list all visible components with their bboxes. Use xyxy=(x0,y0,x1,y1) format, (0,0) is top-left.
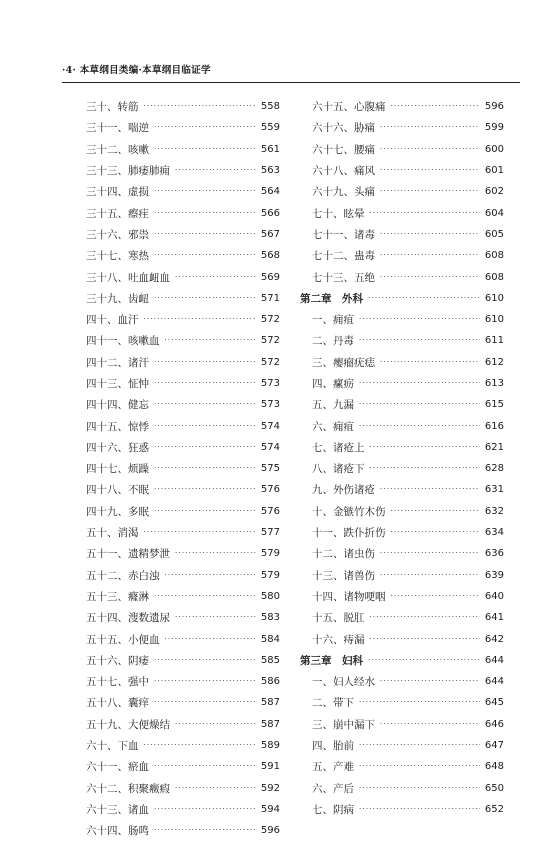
toc-entry xyxy=(86,607,280,628)
toc-entry-title: 七十、眩晕 xyxy=(312,207,365,220)
toc-page-number: 571 xyxy=(260,292,280,304)
toc-entry-title: 六十六、胁痛 xyxy=(312,122,375,135)
dot-leader xyxy=(154,657,256,664)
toc-entry xyxy=(86,565,280,586)
toc-entry-title: 五十一、遗精梦泄 xyxy=(86,548,170,561)
dot-leader xyxy=(359,337,480,344)
toc-entry xyxy=(298,714,504,735)
toc-page-number: 602 xyxy=(484,186,504,198)
toc-entry xyxy=(86,756,280,777)
toc-entry xyxy=(298,202,504,223)
dot-leader xyxy=(154,444,256,451)
toc-entry xyxy=(86,202,280,223)
toc-page-number: 576 xyxy=(260,505,280,517)
toc-entry xyxy=(298,586,504,607)
toc-page-number: 564 xyxy=(260,186,280,198)
toc-entry xyxy=(86,479,280,500)
dot-leader xyxy=(154,806,256,813)
dot-leader xyxy=(380,359,480,366)
toc-entry xyxy=(86,820,280,841)
toc-entry-title: 三十四、虚损 xyxy=(86,186,149,199)
toc-entry-title: 二、带下 xyxy=(312,697,354,710)
toc-page-number: 573 xyxy=(260,378,280,389)
toc-entry-title: 五十五、小便血 xyxy=(86,633,160,646)
toc-chapter-heading xyxy=(298,650,504,671)
toc-entry xyxy=(86,778,280,799)
toc-entry-title: 三、崩中漏下 xyxy=(312,718,375,731)
toc-entry xyxy=(86,309,280,330)
dot-leader xyxy=(154,593,256,600)
toc-entry-title: 六十一、瘀血 xyxy=(86,761,149,774)
toc-entry xyxy=(86,394,280,415)
toc-page-number: 608 xyxy=(484,271,504,283)
toc-entry-title: 六十三、诸血 xyxy=(86,803,149,816)
toc-entry xyxy=(86,543,280,564)
dot-leader xyxy=(380,274,480,281)
toc-entry xyxy=(298,415,504,436)
dot-leader xyxy=(154,124,256,131)
toc-page-number: 567 xyxy=(260,228,280,240)
toc-page-number: 604 xyxy=(484,207,504,219)
toc-right-column xyxy=(298,96,504,820)
toc-entry xyxy=(298,756,504,777)
toc-page-number: 610 xyxy=(484,292,504,304)
toc-entry xyxy=(86,586,280,607)
toc-page-number: 616 xyxy=(484,420,504,432)
dot-leader xyxy=(154,423,256,430)
toc-entry-title: 三、瘿瘤疣痣 xyxy=(312,356,375,369)
toc-page-number: 652 xyxy=(484,803,504,815)
toc-entry-title: 二、丹毒 xyxy=(312,335,354,348)
dot-leader xyxy=(368,295,480,302)
toc-entry xyxy=(298,224,504,245)
toc-page-number: 591 xyxy=(260,761,280,773)
dot-leader xyxy=(175,274,256,281)
toc-entry xyxy=(86,181,280,202)
toc-entry-title: 六、痈疽 xyxy=(312,420,354,433)
toc-entry-title: 七十一、诸毒 xyxy=(312,228,375,241)
toc-page-number: 587 xyxy=(260,718,280,730)
toc-entry-title: 六十四、肠鸣 xyxy=(86,825,149,838)
toc-entry-title: 十四、诸物哽咽 xyxy=(312,590,386,603)
dot-leader xyxy=(380,124,480,131)
toc-entry-title: 五十九、大便燥结 xyxy=(86,718,170,731)
toc-entry xyxy=(86,522,280,543)
toc-entry-title: 十六、痔漏 xyxy=(312,633,365,646)
toc-entry xyxy=(86,671,280,692)
toc-entry xyxy=(86,224,280,245)
toc-entry-title: 三十五、瘵疰 xyxy=(86,207,149,220)
toc-entry-title: 三十八、吐血衄血 xyxy=(86,271,170,284)
toc-entry-title: 五十六、阴痿 xyxy=(86,654,149,667)
toc-page-number: 644 xyxy=(484,654,504,666)
toc-entry xyxy=(86,117,280,138)
dot-leader xyxy=(370,210,480,217)
dot-leader xyxy=(175,721,256,728)
toc-entry xyxy=(86,650,280,671)
toc-entry-title: 四、胎前 xyxy=(312,740,354,753)
toc-entry xyxy=(298,735,504,756)
toc-entry-title: 四、瘰疬 xyxy=(312,378,354,390)
toc-entry-title: 七十二、蛊毒 xyxy=(312,250,375,263)
toc-page-number: 599 xyxy=(484,122,504,134)
toc-entry-title: 六十九、头痛 xyxy=(312,186,375,199)
toc-entry-title: 六十七、腰痛 xyxy=(312,143,375,156)
toc-entry-title: 四十七、烦躁 xyxy=(86,463,149,476)
toc-page-number: 585 xyxy=(260,654,280,666)
toc-chapter-heading xyxy=(298,288,504,309)
toc-page-number: 611 xyxy=(484,335,504,347)
toc-entry-title: 三十一、喘逆 xyxy=(86,122,149,135)
dot-leader xyxy=(154,699,256,706)
toc-entry-title: 五十七、强中 xyxy=(86,676,149,689)
dot-leader xyxy=(359,316,480,323)
toc-page-number: 605 xyxy=(484,228,504,240)
running-header: ·4· 本草纲目类编·本草纲目临证学 xyxy=(62,65,211,76)
toc-page-number: 566 xyxy=(260,207,280,219)
dot-leader xyxy=(370,444,480,451)
toc-entry-title: 四十、血汗 xyxy=(86,314,139,327)
dot-leader xyxy=(359,423,480,430)
toc-page-number: 645 xyxy=(484,697,504,709)
toc-entry-title: 三十二、咳嗽 xyxy=(86,143,149,156)
toc-entry xyxy=(86,415,280,436)
toc-entry xyxy=(298,565,504,586)
dot-leader xyxy=(391,508,480,515)
toc-page-number: 572 xyxy=(260,335,280,347)
toc-page-number: 628 xyxy=(484,463,504,475)
toc-page-number: 646 xyxy=(484,718,504,730)
toc-page-number: 644 xyxy=(484,676,504,688)
dot-leader xyxy=(154,359,256,366)
toc-page-number: 610 xyxy=(484,314,504,326)
toc-entry-title: 三十、转筋 xyxy=(86,101,139,114)
toc-entry-title: 十二、诸虫伤 xyxy=(312,548,375,561)
toc-entry-title: 三十九、齿衄 xyxy=(86,292,149,305)
dot-leader xyxy=(175,550,256,557)
dot-leader xyxy=(368,657,480,664)
toc-page-number: 596 xyxy=(260,825,280,837)
toc-page-number: 634 xyxy=(484,527,504,539)
dot-leader xyxy=(144,103,256,110)
toc-entry-title: 十五、脱肛 xyxy=(312,612,365,625)
toc-entry xyxy=(86,373,280,394)
toc-entry xyxy=(298,671,504,692)
toc-entry xyxy=(298,373,504,394)
dot-leader xyxy=(380,167,480,174)
toc-entry-title: 七、阴病 xyxy=(312,803,354,816)
toc-entry xyxy=(86,160,280,181)
dot-leader xyxy=(154,146,256,153)
header-rule xyxy=(62,82,520,83)
toc-entry xyxy=(86,288,280,309)
dot-leader xyxy=(380,188,480,195)
dot-leader xyxy=(154,295,256,302)
dot-leader xyxy=(370,636,480,643)
toc-entry-title: 四十八、不眠 xyxy=(86,484,149,497)
toc-page-number: 575 xyxy=(260,463,280,475)
toc-entry-title: 五十八、囊痒 xyxy=(86,697,149,710)
toc-entry xyxy=(298,139,504,160)
toc-entry xyxy=(298,522,504,543)
dot-leader xyxy=(380,572,480,579)
toc-page-number: 648 xyxy=(484,761,504,773)
toc-page-number: 632 xyxy=(484,505,504,517)
toc-page-number: 576 xyxy=(260,484,280,496)
toc-page-number: 558 xyxy=(260,101,280,113)
dot-leader xyxy=(154,508,256,515)
toc-entry-title: 四十一、咳嗽血 xyxy=(86,335,160,348)
toc-entry-title: 五、产难 xyxy=(312,761,354,774)
toc-page-number: 579 xyxy=(260,569,280,581)
toc-entry-title: 四十六、狂惑 xyxy=(86,441,149,454)
toc-page-number: 589 xyxy=(260,740,280,752)
dot-leader xyxy=(380,721,480,728)
toc-entry-title: 三十六、邪祟 xyxy=(86,228,149,241)
toc-page-number: 583 xyxy=(260,612,280,624)
toc-entry-title: 四十三、怔忡 xyxy=(86,378,149,390)
toc-entry xyxy=(86,330,280,351)
toc-entry-title: 五十三、癃淋 xyxy=(86,590,149,603)
dot-leader xyxy=(359,806,480,813)
dot-leader xyxy=(359,742,480,749)
toc-page-number: 563 xyxy=(260,165,280,177)
toc-entry xyxy=(298,778,504,799)
toc-entry xyxy=(298,160,504,181)
dot-leader xyxy=(144,529,256,536)
dot-leader xyxy=(154,678,256,685)
toc-entry xyxy=(86,735,280,756)
toc-page-number: 574 xyxy=(260,420,280,432)
toc-page-number: 594 xyxy=(260,803,280,815)
toc-entry xyxy=(298,330,504,351)
toc-left-column xyxy=(86,96,280,841)
toc-entry-title: 三十三、肺痿肺痈 xyxy=(86,165,170,178)
toc-entry-title: 六十、下血 xyxy=(86,740,139,753)
dot-leader xyxy=(165,337,256,344)
toc-entry xyxy=(86,458,280,479)
dot-leader xyxy=(380,486,480,493)
toc-entry xyxy=(298,96,504,117)
toc-page-number: 580 xyxy=(260,590,280,602)
dot-leader xyxy=(391,103,480,110)
toc-page-number: 573 xyxy=(260,399,280,411)
toc-entry xyxy=(298,501,504,522)
toc-page-number: 636 xyxy=(484,548,504,560)
dot-leader xyxy=(175,785,256,792)
toc-page-number: 608 xyxy=(484,250,504,262)
toc-entry xyxy=(298,458,504,479)
dot-leader xyxy=(154,188,256,195)
toc-entry xyxy=(298,266,504,287)
toc-entry-title: 四十二、诸汗 xyxy=(86,356,149,369)
toc-page-number: 600 xyxy=(484,143,504,155)
dot-leader xyxy=(154,210,256,217)
toc-entry-title: 第二章 外科 xyxy=(300,292,363,305)
toc-entry-title: 一、痈疽 xyxy=(312,314,354,327)
toc-page-number: 621 xyxy=(484,441,504,453)
toc-page-number: 613 xyxy=(484,378,504,389)
toc-entry xyxy=(86,245,280,266)
toc-entry-title: 四十九、多眠 xyxy=(86,505,149,518)
dot-leader xyxy=(359,401,480,408)
toc-entry-title: 十、金镞竹木伤 xyxy=(312,505,386,518)
toc-entry-title: 十一、跌仆折伤 xyxy=(312,527,386,540)
toc-entry xyxy=(298,628,504,649)
toc-entry-title: 八、诸疮下 xyxy=(312,463,365,476)
toc-page-number: 579 xyxy=(260,548,280,560)
toc-entry xyxy=(86,692,280,713)
toc-entry-title: 十三、诸兽伤 xyxy=(312,569,375,582)
dot-leader xyxy=(144,316,256,323)
toc-page-number: 647 xyxy=(484,740,504,752)
toc-entry-title: 五、九漏 xyxy=(312,399,354,412)
toc-entry xyxy=(86,96,280,117)
toc-page-number: 572 xyxy=(260,314,280,326)
toc-entry xyxy=(298,117,504,138)
toc-entry xyxy=(86,799,280,820)
toc-entry-title: 第三章 妇科 xyxy=(300,654,363,667)
toc-entry-title: 九、外伤诸疮 xyxy=(312,484,375,497)
toc-page-number: 641 xyxy=(484,612,504,624)
toc-entry-title: 六十二、积聚癥瘕 xyxy=(86,782,170,795)
toc-page-number: 587 xyxy=(260,697,280,709)
toc-entry-title: 五十二、赤白浊 xyxy=(86,569,160,582)
toc-entry-title: 七十三、五绝 xyxy=(312,271,375,284)
dot-leader xyxy=(391,593,480,600)
toc-entry xyxy=(298,181,504,202)
toc-entry xyxy=(86,501,280,522)
dot-leader xyxy=(391,529,480,536)
dot-leader xyxy=(154,827,256,834)
toc-entry xyxy=(86,437,280,458)
dot-leader xyxy=(380,252,480,259)
toc-entry-title: 五十四、溲数遗尿 xyxy=(86,612,170,625)
toc-entry-title: 五十、消渴 xyxy=(86,527,139,540)
dot-leader xyxy=(154,465,256,472)
dot-leader xyxy=(154,763,256,770)
dot-leader xyxy=(175,614,256,621)
toc-entry xyxy=(86,139,280,160)
toc-page-number: 569 xyxy=(260,271,280,283)
toc-page-number: 639 xyxy=(484,569,504,581)
toc-entry xyxy=(298,607,504,628)
toc-page-number: 596 xyxy=(484,101,504,113)
toc-entry-title: 六、产后 xyxy=(312,782,354,795)
toc-page-number: 612 xyxy=(484,356,504,368)
toc-entry-title: 一、妇人经水 xyxy=(312,676,375,689)
dot-leader xyxy=(154,231,256,238)
toc-page-number: 568 xyxy=(260,250,280,262)
toc-entry xyxy=(298,799,504,820)
dot-leader xyxy=(370,465,480,472)
toc-entry xyxy=(86,714,280,735)
toc-entry xyxy=(298,394,504,415)
toc-page-number: 592 xyxy=(260,782,280,794)
dot-leader xyxy=(144,742,256,749)
toc-page-number: 574 xyxy=(260,441,280,453)
toc-entry xyxy=(298,245,504,266)
dot-leader xyxy=(165,636,256,643)
toc-page-number: 615 xyxy=(484,399,504,411)
toc-page-number: 572 xyxy=(260,356,280,368)
dot-leader xyxy=(380,146,480,153)
toc-page-number: 650 xyxy=(484,782,504,794)
dot-leader xyxy=(359,763,480,770)
toc-entry xyxy=(298,543,504,564)
toc-entry xyxy=(298,692,504,713)
dot-leader xyxy=(154,486,256,493)
toc-page-number: 584 xyxy=(260,633,280,645)
toc-page-number: 559 xyxy=(260,122,280,134)
toc-page-number: 642 xyxy=(484,633,504,645)
dot-leader xyxy=(380,678,480,685)
toc-entry xyxy=(86,628,280,649)
dot-leader xyxy=(359,380,480,387)
toc-entry-title: 四十五、惊悸 xyxy=(86,420,149,433)
dot-leader xyxy=(359,785,480,792)
toc-entry-title: 六十八、痛风 xyxy=(312,165,375,178)
toc-entry-title: 七、诸疮上 xyxy=(312,441,365,454)
toc-entry xyxy=(86,352,280,373)
toc-entry-title: 六十五、心腹痛 xyxy=(312,101,386,114)
toc-entry xyxy=(298,352,504,373)
toc-page-number: 586 xyxy=(260,676,280,688)
dot-leader xyxy=(370,614,480,621)
dot-leader xyxy=(154,401,256,408)
toc-entry xyxy=(298,479,504,500)
toc-page-number: 577 xyxy=(260,527,280,539)
dot-leader xyxy=(154,252,256,259)
toc-entry xyxy=(298,309,504,330)
toc-entry xyxy=(86,266,280,287)
toc-page-number: 640 xyxy=(484,590,504,602)
toc-entry-title: 三十七、寒热 xyxy=(86,250,149,263)
toc-entry xyxy=(298,437,504,458)
dot-leader xyxy=(175,167,256,174)
toc-entry-title: 四十四、健忘 xyxy=(86,399,149,412)
dot-leader xyxy=(380,550,480,557)
dot-leader xyxy=(380,231,480,238)
toc-page-number: 561 xyxy=(260,143,280,155)
toc-page-number: 631 xyxy=(484,484,504,496)
dot-leader xyxy=(165,572,256,579)
toc-page-number: 601 xyxy=(484,165,504,177)
dot-leader xyxy=(359,699,480,706)
dot-leader xyxy=(154,380,256,387)
